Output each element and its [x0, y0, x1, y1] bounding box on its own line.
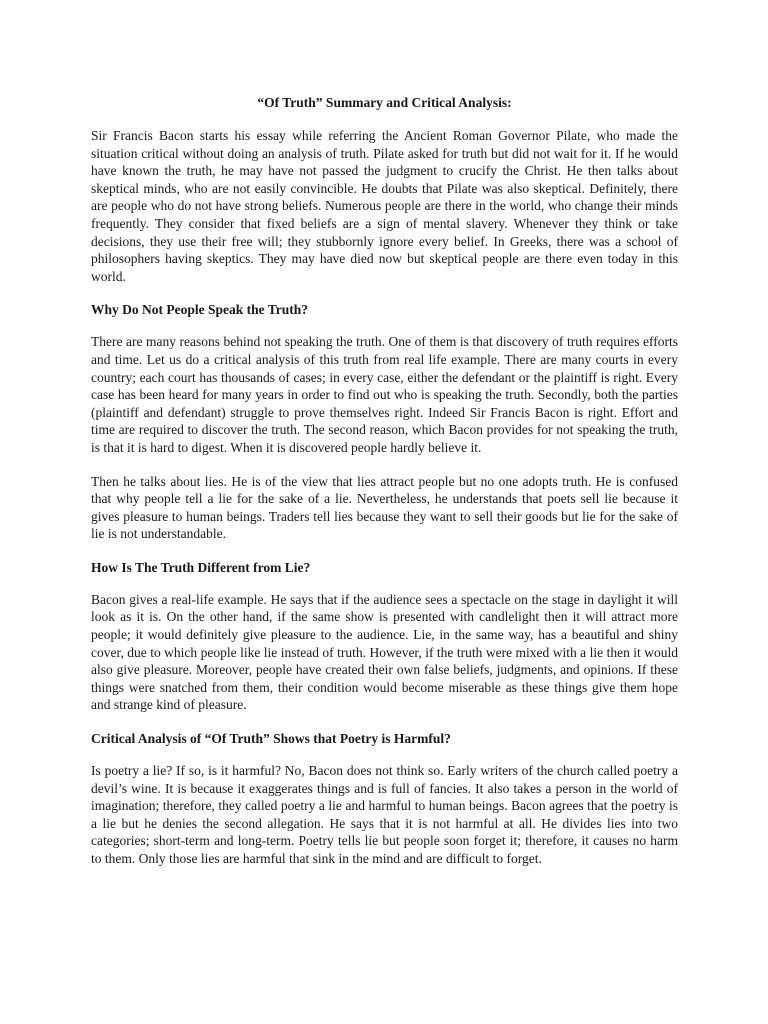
section-heading-poetry: Critical Analysis of “Of Truth” Shows that Poetry is Harmful?: [91, 731, 451, 747]
document-page: [91, 94, 678, 884]
truth-vs-lie-paragraph: Bacon gives a real-life example. He says that if the audience sees a spectacle on the stage in daylight it will look as it is. On the other hand, if the same show is presented with candlelight then it will attract more people; it would definitely give pleasure to the audience. Lie, in the same way, has a beautiful and shiny cover, due to which people like lie instead of truth. However, if the truth were mixed with a lie then it would also give pleasure. Moreover, people have created their own false beliefs, judgments, and opinions. If these things were snatched from them, their condition would become miserable as these things give them hope and strange kind of pleasure.: [91, 591, 678, 713]
section-heading-why-not-truth: Why Do Not People Speak the Truth?: [91, 302, 309, 318]
poetry-paragraph: Is poetry a lie? If so, is it harmful? No, Bacon does not think so. Early writers of the church called poetry a devil’s wine. It is because it exaggerates things and is full of fancies. It also takes a person in the world of imagination; therefore, they called poetry a lie and harmful to human beings. Bacon agrees that the poetry is a lie but he denies the second allegation. He says that it is not harmful at all. He divides lies into two categories; short-term and long-term. Poetry tells lie but people soon forget it; therefore, it causes no harm to them. Only those lies are harmful that sink in the mind and are difficult to forget.: [91, 763, 678, 866]
section-heading-truth-vs-lie: How Is The Truth Different from Lie?: [91, 559, 311, 575]
why-not-truth-paragraph-2: Then he talks about lies. He is of the view that lies attract people but no one adopts truth. He is confused that why people tell a lie for the sake of a lie. Nevertheless, he understands that poets sell lie because it gives pleasure to human beings. Traders tell lies because they want to sell their goods but lie for the sake of lie is not understandable.: [91, 473, 678, 542]
intro-paragraph: Sir Francis Bacon starts his essay while referring the Ancient Roman Governor Pilate, who made the situation critical without doing an analysis of truth. Pilate asked for truth but did not wait for it. If he would have known the truth, he may have not passed the judgment to crucify the Christ. He then talks about skeptical minds, who are not easily convincible. He doubts that Pilate was also skeptical. Definitely, there are people who do not have strong beliefs. Numerous people are there in the world, who change their minds frequently. They consider that fixed beliefs are a sign of mental slavery. Whenever they think or take decisions, they use their free will; they stubbornly ignore every belief. In Greeks, there was a school of philosophers having skeptics. They may have died now but skeptical people are there even today in this world.: [91, 128, 678, 284]
why-not-truth-paragraph-1: There are many reasons behind not speaking the truth. One of them is that discovery of truth requires efforts and time. Let us do a critical analysis of this truth from real life example. There are many courts in every country; each court has thousands of cases; in every case, either the defendant or the plaintiff is right. Every case has been heard for many years in order to find out who is speaking the truth. Secondly, both the parties (plaintiff and defendant) struggle to prove themselves right. Indeed Sir Francis Bacon is right. Effort and time are required to discover the truth. The second reason, which Bacon provides for not speaking the truth, is that it is hard to digest. When it is discovered people hardly believe it.: [91, 334, 678, 455]
document-title: “Of Truth” Summary and Critical Analysis:: [257, 95, 512, 110]
